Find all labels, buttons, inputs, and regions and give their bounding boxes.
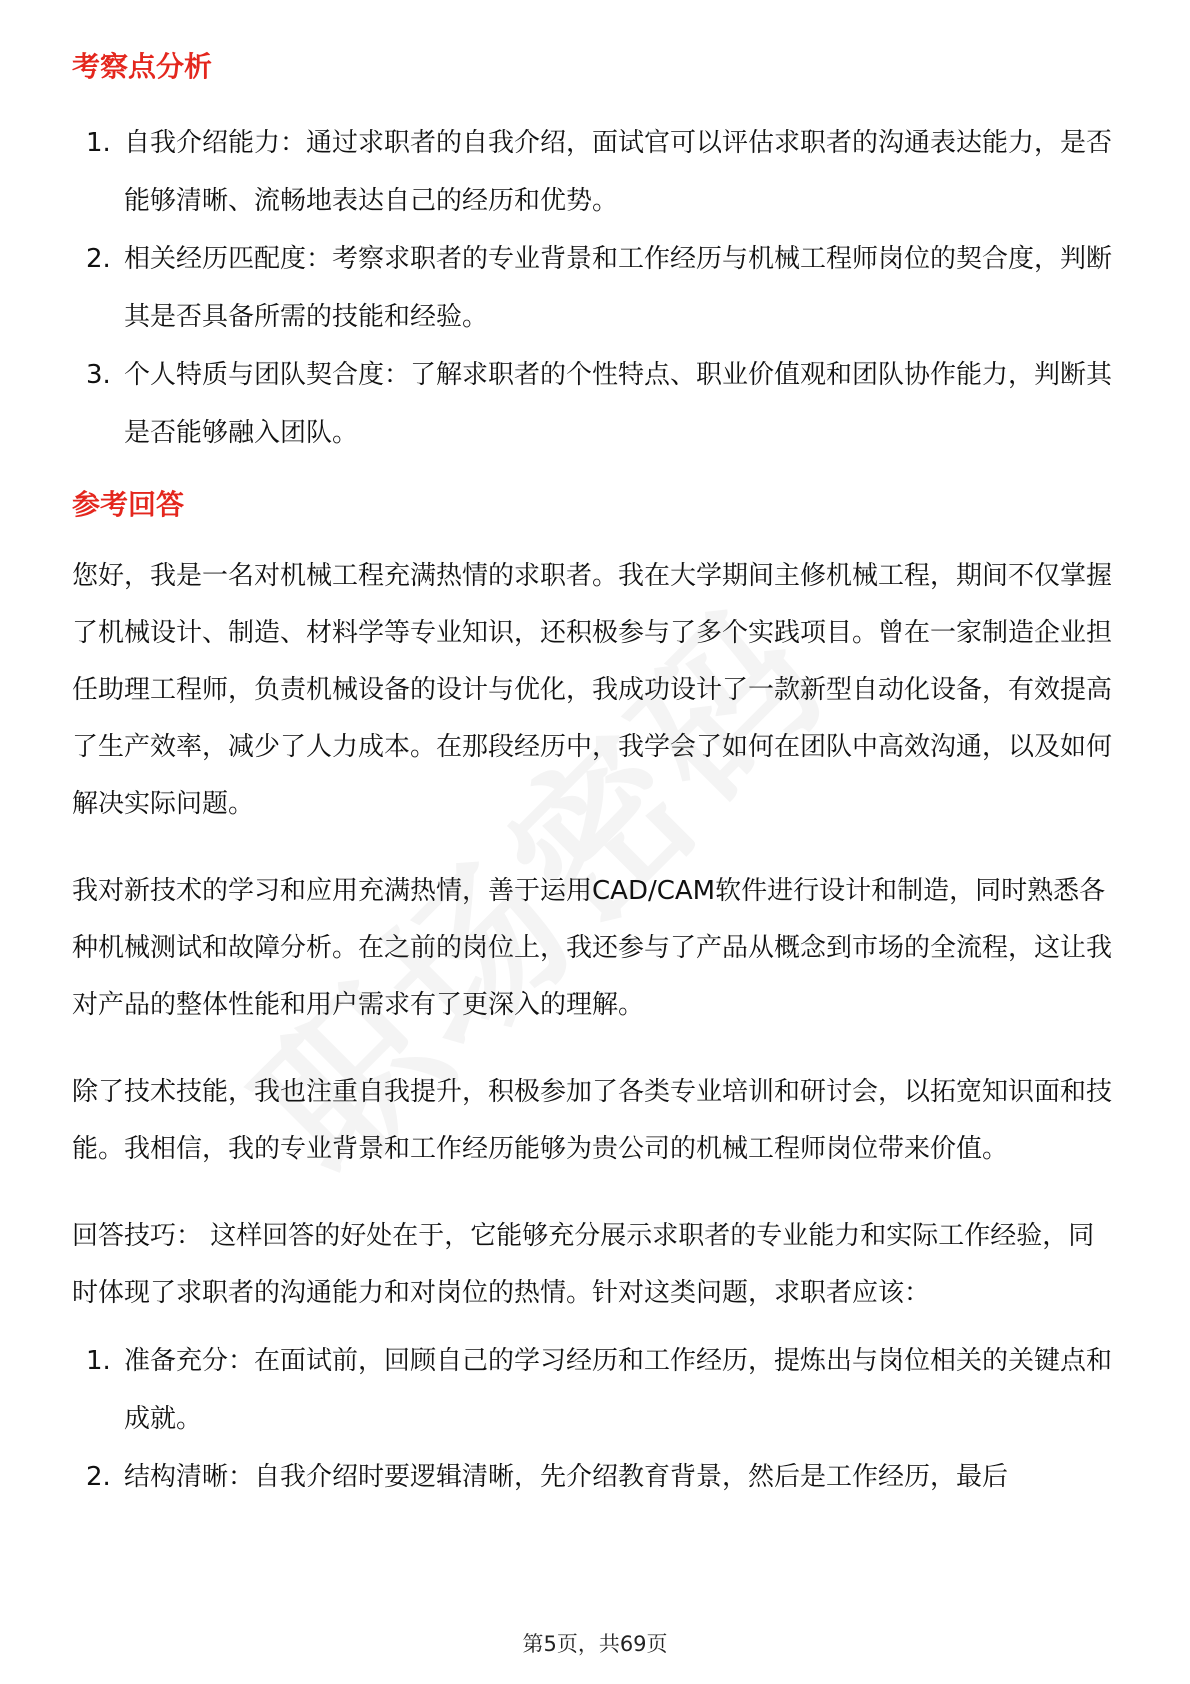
list-item-text: 相关经历匹配度：考察求职者的专业背景和工作经历与机械工程师岗位的契合度，判断其是否具备所需的技能和经验。 <box>124 244 1113 332</box>
list-item-text: 结构清晰：自我介绍时要逻辑清晰，先介绍教育背景，然后是工作经历，最后 <box>124 1462 1009 1492</box>
list-item <box>72 230 1118 346</box>
list-item <box>72 1448 1118 1506</box>
section-heading-reference-answer: 参考回答 <box>72 488 185 521</box>
tips-list <box>72 1332 1118 1506</box>
list-item-text: 自我介绍能力：通过求职者的自我介绍，面试官可以评估求职者的沟通表达能力，是否能够清晰、流畅地表达自己的经历和优势。 <box>124 128 1113 216</box>
section-heading-analysis: 考察点分析 <box>72 50 213 83</box>
list-number: 1. <box>86 1346 111 1376</box>
list-item <box>72 114 1118 230</box>
document-body <box>72 42 1118 1506</box>
list-item-text: 准备充分：在面试前，回顾自己的学习经历和工作经历，提炼出与岗位相关的关键点和成就。 <box>124 1346 1113 1434</box>
tips-intro: 回答技巧： 这样回答的好处在于，它能够充分展示求职者的专业能力和实际工作经验，同时体现了求职者的沟通能力和对岗位的热情。针对这类问题，求职者应该： <box>72 1221 1095 1308</box>
answer-paragraph: 我对新技术的学习和应用充满热情，善于运用CAD/CAM软件进行设计和制造，同时熟悉各种机械测试和故障分析。在之前的岗位上，我还参与了产品从概念到市场的全流程，这让我对产品的整体性能和用户需求有了更深入的理解。 <box>72 876 1113 1020</box>
list-number: 2. <box>86 244 111 274</box>
list-item <box>72 346 1118 462</box>
list-number: 3. <box>86 360 111 390</box>
answer-paragraph: 除了技术技能，我也注重自我提升，积极参加了各类专业培训和研讨会，以拓宽知识面和技能。我相信，我的专业背景和工作经历能够为贵公司的机械工程师岗位带来价值。 <box>72 1077 1113 1164</box>
list-item-text: 个人特质与团队契合度：了解求职者的个性特点、职业价值观和团队协作能力，判断其是否能够融入团队。 <box>124 360 1113 448</box>
list-number: 1. <box>86 128 111 158</box>
list-number: 2. <box>86 1462 111 1492</box>
analysis-list <box>72 114 1118 462</box>
answer-paragraph: 您好，我是一名对机械工程充满热情的求职者。我在大学期间主修机械工程，期间不仅掌握了机械设计、制造、材料学等专业知识，还积极参与了多个实践项目。曾在一家制造企业担任助理工程师，负责机械设备的设计与优化，我成功设计了一款新型自动化设备，有效提高了生产效率，减少了人力成本。在那段经历中，我学会了如何在团队中高效沟通，以及如何解决实际问题。 <box>72 561 1113 819</box>
list-item <box>72 1332 1118 1448</box>
page-footer: 第5页，共69页 <box>522 1632 668 1656</box>
